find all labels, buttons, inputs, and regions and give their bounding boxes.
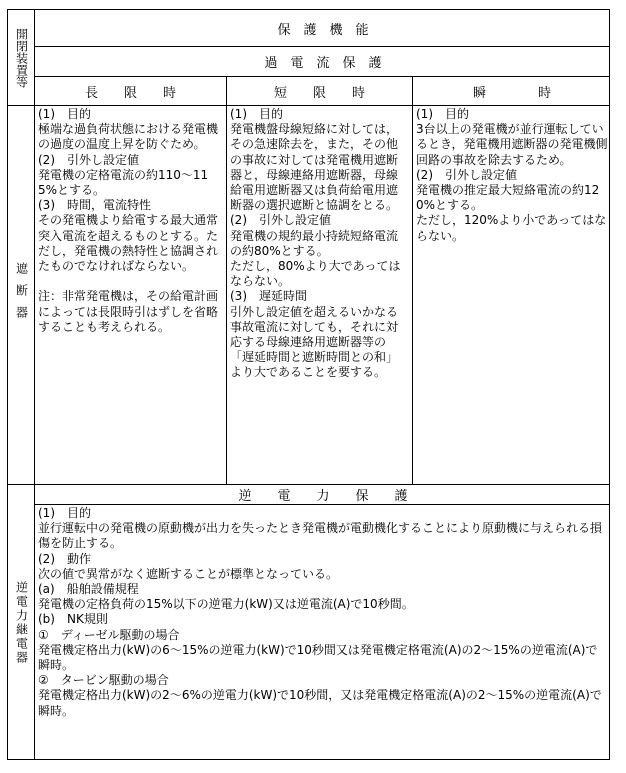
reverse-body-text: (1) 目的 並行運転中の発電機の原動機が出力を失ったとき発電機が電動機化することにより原動機に与えられる損傷を防止する。 (2) 動作 次の値で異常がなく遮断することが標準となっている。 (a) 船舶設備規程 発電機の定格負荷の15%以下の逆電力(kW)又は逆電流(A)で10秒間。 (b) NK規則 ① ディーゼル駆動の場合 発電機定格出力(kW)の6～15%の逆電力(kW)で10秒間又は発電機定格電流(A)の2～15%の逆電流(A)で瞬時。 ② タービン駆動の場合 発電機定格出力(kW)の2～6%の逆電力(kW)で10秒間，又は発電機定格電流(A)の2～15%の逆電流(A)で瞬時。	[38, 506, 603, 718]
reverse-title	[35, 485, 611, 504]
breaker-long-time-text: (1) 目的 極端な過負荷状態における発電機の過度の温度上昇を防ぐため。 (2) 引外し設定値 発電機の定格電流の約110～115%とする。 (3) 時間，電流特性 その発電機より給電する最大通常突入電流を超えるものとする。ただし，発電機の熱特性と協調されたものでなければならない。 注：非常発電機は，その給電計画によっては長限時引はずしを省略することも考えられる。	[38, 107, 219, 334]
row-label-header-text: 開閉装置等	[14, 27, 29, 88]
col-header-instant	[413, 77, 611, 105]
col-header-short-time	[227, 77, 412, 105]
row-label-header	[8, 10, 34, 105]
breaker-label	[8, 106, 34, 484]
breaker-label-text: 遮断器	[14, 262, 29, 328]
col-header-long-time	[35, 77, 226, 105]
col-header-long-time-text: 長 限 時	[84, 85, 176, 101]
col-header-instant-text: 瞬 時	[472, 85, 551, 101]
main-header	[35, 10, 611, 46]
main-header-text: 保 護 機 能	[277, 22, 369, 38]
sub-header	[35, 47, 611, 76]
reverse-label-text: 逆電力継電器	[14, 581, 29, 665]
col-header-short-time-text: 短 限 時	[273, 85, 365, 101]
protection-table	[7, 9, 610, 760]
reverse-title-text: 逆 電 力 保 護	[238, 489, 408, 504]
reverse-label	[8, 485, 34, 761]
breaker-instant-text: (1) 目的 3台以上の発電機が並行運転しているとき，発電機用遮断器の発電機側回路の事故を除去するため。 (2) 引外し設定値 発電機の推定最大短絡電流の約120%とする。 ただし，120%より小であってはならない。	[416, 107, 608, 243]
breaker-short-time-text: (1) 目的 発電機盤母線短絡に対しては，その急速除去を，また，その他の事故に対しては発電機用遮断器と，母線連絡用遮断器，母線給電用遮断器又は負荷給電用遮断器の選択遮断と協調をとる。 (2) 引外し設定値 発電機の規約最小持続短絡電流の約80%とする。 ただし，80%より大であってはならない。 (3) 遅延時間 引外し設定値を超えるいかなる事故電流に対しても，それに対応する母線連絡用遮断器等の「遅延時間と遮断時間との和」より大であることを要する。	[230, 107, 401, 380]
sub-header-text: 過 電 流 保 護	[264, 56, 382, 71]
